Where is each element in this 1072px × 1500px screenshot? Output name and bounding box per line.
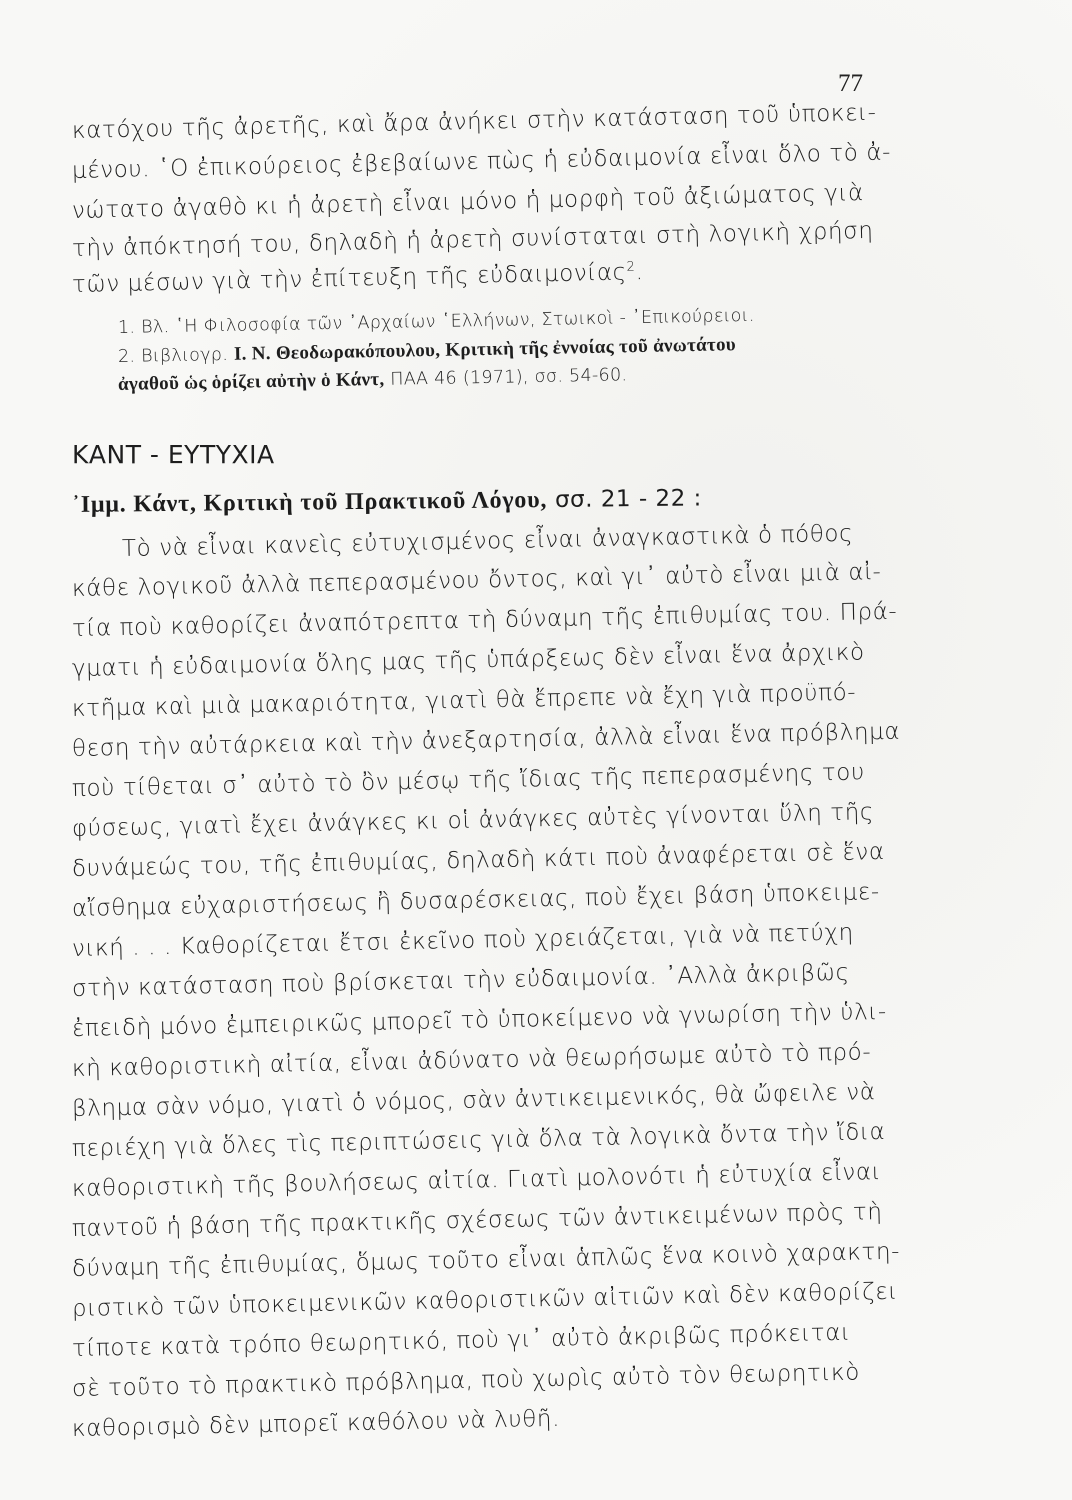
footnote-2-prefix: 2. Βιβλιογρ. [117,344,235,367]
quote-line-16: περιέχη γιὰ ὅλες τὶς περιπτώσεις γιὰ ὅλα τὰ λογικὰ ὄντα τὴν ἴδια [71,1118,886,1162]
quote-line-4: γματι ἡ εὐδαιμονία ὅλης μας τῆς ὑπάρξεως δὲν εἶναι ἕνα ἀρχικὸ [71,639,865,682]
quote-line-19: δύναμη τῆς ἐπιθυμίας, ὅμως τοῦτο εἶναι ἁπλῶς ἕνα κοινὸ χαρακτη- [71,1238,901,1282]
footnote-2-line-1 [118,334,736,368]
intro-line-3: νώτατο ἀγαθὸ κι ἡ ἀρετὴ εἶναι μόνο ἡ μορφὴ τοῦ ἀξιώματος γιὰ [71,180,865,224]
quote-line-1: Τὸ νὰ εἶναι κανεὶς εὐτυχισμένος εἶναι ἀναγκαστικὰ ὁ πόθος [121,520,854,562]
intro-line-5-text: τῶν μέσων γιὰ τὴν ἐπίτευξη τῆς εὐδαιμονίας [71,259,627,298]
page-number: 77 [838,70,863,97]
footnote-2-bold-title: ἀγαθοῦ ὡς ὁρίζει αὐτὴν ὁ Κάντ, [117,368,385,395]
footnote-ref-2[interactable]: 2 [626,259,636,275]
intro-line-1: κατόχου τῆς ἀρετῆς, καὶ ἄρα ἀνήκει στὴν κατάσταση τοῦ ὑποκει- [71,99,877,144]
citation-author-title: ᾽Ιμμ. Κάντ, Κριτικὴ τοῦ Πρακτικοῦ Λόγου, [71,487,548,518]
quote-line-22: σὲ τοῦτο τὸ πρακτικὸ πρόβλημα, ποὺ χωρὶς αὐτὸ τὸν θεωρητικὸ [71,1359,861,1402]
quote-line-23: καθορισμὸ δὲν μπορεῖ καθόλου νὰ λυθῆ. [71,1405,561,1442]
quote-line-21: τίποτε κατὰ τρόπο θεωρητικό, ποὺ γι᾽ αὐτὸ ἀκριβῶς πρόκειται [71,1319,851,1362]
quote-line-11: νική . . . Καθορίζεται ἔτσι ἐκεῖνο ποὺ χρειάζεται, γιὰ νὰ πετύχη [71,919,854,962]
section-heading: ΚΑΝΤ - ΕΥΤΥΧΙΑ [72,440,275,469]
quote-citation [72,485,702,519]
quote-line-15: βλημα σὰν νόμο, γιατὶ ὁ νόμος, σὰν ἀντικειμενικός, θὰ ὤφειλε νὰ [71,1079,876,1122]
intro-line-5-punct: . [635,259,644,286]
quote-line-3: τία ποὺ καθορίζει ἀναπότρεπτα τὴ δύναμη τῆς ἐπιθυμίας του. Πρά- [71,598,898,642]
quote-line-12: στὴν κατάσταση ποὺ βρίσκεται τὴν εὐδαιμονία. ᾽Αλλὰ ἀκριβῶς [71,959,850,1002]
footnote-2-source: ΠΑΑ 46 (1971), σσ. 54-60. [384,365,628,390]
quote-line-8: φύσεως, γιατὶ ἔχει ἀνάγκες κι οἱ ἀνάγκες αὐτὲς γίνονται ὕλη τῆς [71,799,875,842]
quote-line-9: δυνάμεώς του, τῆς ἐπιθυμίας, δηλαδὴ κάτι ποὺ ἀναφέρεται σὲ ἕνα [71,838,885,882]
quote-line-20: ριστικὸ τῶν ὑποκειμενικῶν καθοριστικῶν αἰτιῶν καὶ δὲν καθορίζει [71,1278,899,1322]
intro-line-5 [72,259,644,298]
quote-line-10: αἴσθημα εὐχαριστήσεως ἢ δυσαρέσκειας, ποὺ ἔχει βάση ὑποκειμε- [71,879,881,922]
quote-line-2: κάθε λογικοῦ ἀλλὰ πεπερασμένου ὄντος, καὶ γι᾽ αὐτὸ εἶναι μιὰ αἰ- [71,559,882,602]
intro-line-4: τὴν ἀπόκτησή του, δηλαδὴ ἡ ἀρετὴ συνίσταται στὴ λογικὴ χρήση [71,217,874,262]
quote-line-13: ἐπειδὴ μόνο ἐμπειρικῶς μπορεῖ τὸ ὑποκείμενο νὰ γνωρίση τὴν ὑλι- [71,998,888,1042]
quote-line-18: παντοῦ ἡ βάση τῆς πρακτικῆς σχέσεως τῶν ἀντικειμένων πρὸς τὴ [71,1199,883,1242]
quote-line-5: κτῆμα καὶ μιὰ μακαριότητα, γιατὶ θὰ ἔπρεπε νὰ ἔχη γιὰ προϋπό- [71,679,857,722]
footnote-2-line-2 [118,364,628,396]
footnote-2-bold-citation: Ι. Ν. Θεοδωρακόπουλου, Κριτικὴ τῆς ἐννοίας τοῦ ἀνωτάτου [233,334,737,365]
citation-pages: σσ. 21 - 22 : [547,485,702,514]
quote-line-17: καθοριστικὴ τῆς βουλήσεως αἰτία. Γιατὶ μολονότι ἡ εὐτυχία εἶναι [71,1159,882,1202]
quote-line-7: ποὺ τίθεται σ᾽ αὐτὸ τὸ ὂν μέσῳ τῆς ἴδιας τῆς πεπερασμένης του [71,759,866,802]
quote-line-6: θεση τὴν αὐτάρκεια καὶ τὴν ἀνεξαρτησία, ἀλλὰ εἶναι ἕνα πρόβλημα [71,718,901,762]
footnote-1: 1. Βλ. ῾Η Φιλοσοφία τῶν ᾽Αρχαίων ῾Ελλήνων, Στωικοὶ - ᾽Επικούρειοι. [117,305,755,338]
quote-line-14: κὴ καθοριστικὴ αἰτία, εἶναι ἀδύνατο νὰ θεωρήσωμε αὐτὸ τὸ πρό- [71,1039,872,1082]
intro-line-2: μένου. ῾Ο ἐπικούρειος ἐβεβαίωνε πὼς ἡ εὐδαιμονία εἶναι ὅλο τὸ ἀ- [71,139,892,184]
